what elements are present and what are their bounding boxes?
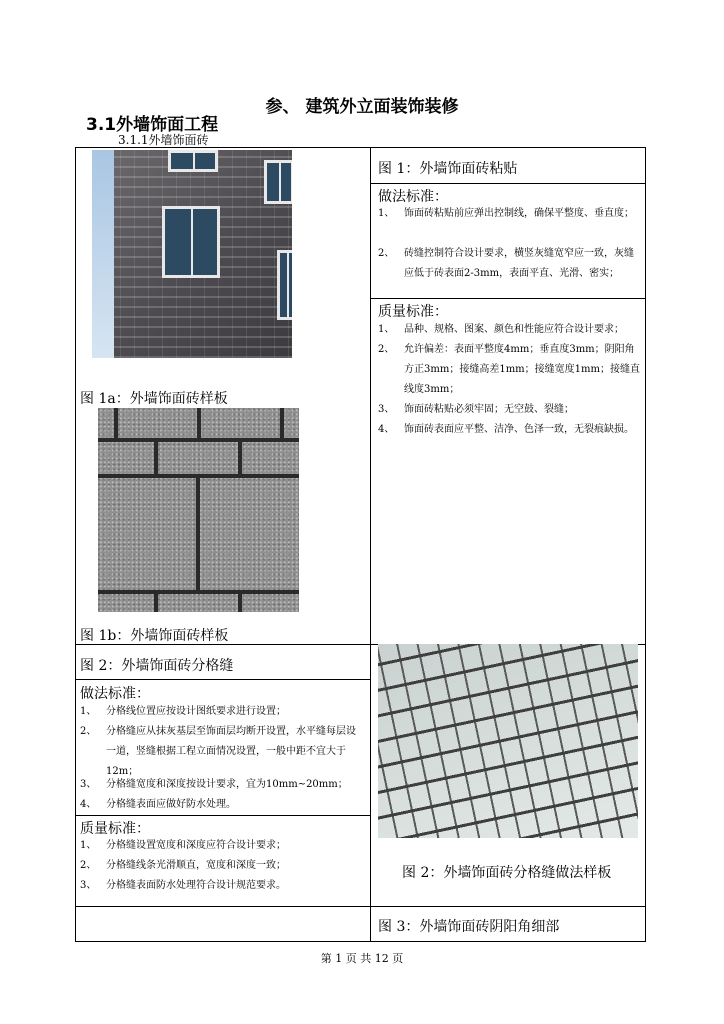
table-rule bbox=[75, 815, 370, 816]
method-heading: 做法标准： bbox=[378, 189, 448, 205]
granite-tile-photo bbox=[98, 408, 299, 612]
quality-heading: 质量标准： bbox=[378, 304, 448, 320]
method-item: 2、 分格缝应从抹灰基层至饰面层均断开设置，水平缝每层设一道，竖缝根据工程立面情况设置，一般中距不宜大于12m； bbox=[80, 726, 356, 777]
quality-item: 4、 饰面砖表面应平整、洁净、色泽一致，无裂痕缺损。 bbox=[378, 424, 634, 435]
quality-item: 3、 饰面砖粘贴必须牢固；无空鼓、裂缝； bbox=[378, 404, 574, 415]
method-item: 2、 砖缝控制符合设计要求，横竖灰缝宽窄应一致，灰缝应低于砖表面2-3mm，表面平直、光滑、密实； bbox=[378, 248, 634, 279]
method-item: 4、 分格缝表面应做好防水处理。 bbox=[80, 799, 236, 810]
facade-photo bbox=[92, 150, 292, 358]
method-heading: 做法标准： bbox=[80, 686, 150, 702]
page-title: 参、 建筑外立面装饰装修 bbox=[265, 97, 459, 117]
table-rule bbox=[75, 906, 646, 907]
quality-item: 1、 分格缝设置宽度和深度应符合设计要求； bbox=[80, 840, 286, 851]
table-rule bbox=[75, 679, 370, 680]
quality-item: 2、 允许偏差：表面平整度4mm；垂直度3mm；阴阳角方正3mm；接缝高差1mm；接缝宽度1mm；接缝直线度3mm； bbox=[378, 344, 640, 395]
figure-1-caption: 图 1：外墙饰面砖粘贴 bbox=[378, 161, 518, 177]
section-title: 3.1外墙饰面工程 bbox=[86, 115, 219, 135]
quality-heading: 质量标准： bbox=[80, 821, 150, 837]
figure-2-caption: 图 2：外墙饰面砖分格缝 bbox=[80, 658, 234, 674]
method-item: 1、 分格线位置应按设计图纸要求进行设置； bbox=[80, 706, 286, 717]
figure-3-caption: 图 3：外墙饰面砖阴阳角细部 bbox=[378, 919, 560, 935]
table-rule bbox=[370, 298, 646, 299]
page-footer: 第 1 页 共 12 页 bbox=[320, 952, 404, 965]
figure-1a-caption: 图 1a：外墙饰面砖样板 bbox=[80, 391, 228, 407]
method-item: 1、 饰面砖粘贴前应弹出控制线，确保平整度、垂直度； bbox=[378, 208, 634, 219]
tile-joint-photo bbox=[378, 644, 638, 838]
quality-item: 2、 分格缝线条光滑顺直，宽度和深度一致； bbox=[80, 860, 286, 871]
quality-item: 1、 品种、规格、图案、颜色和性能应符合设计要求； bbox=[378, 324, 624, 335]
figure-1b-caption: 图 1b：外墙饰面砖样板 bbox=[80, 628, 229, 644]
table-vertical-divider bbox=[370, 147, 371, 942]
method-item: 3、 分格缝宽度和深度按设计要求，宜为10mm~20mm； bbox=[80, 779, 348, 790]
table-rule bbox=[370, 183, 646, 184]
figure-2-photo-caption: 图 2：外墙饰面砖分格缝做法样板 bbox=[402, 865, 612, 881]
sub-section-title: 3.1.1外墙饰面砖 bbox=[118, 133, 209, 147]
quality-item: 3、 分格缝表面防水处理符合设计规范要求。 bbox=[80, 880, 286, 891]
